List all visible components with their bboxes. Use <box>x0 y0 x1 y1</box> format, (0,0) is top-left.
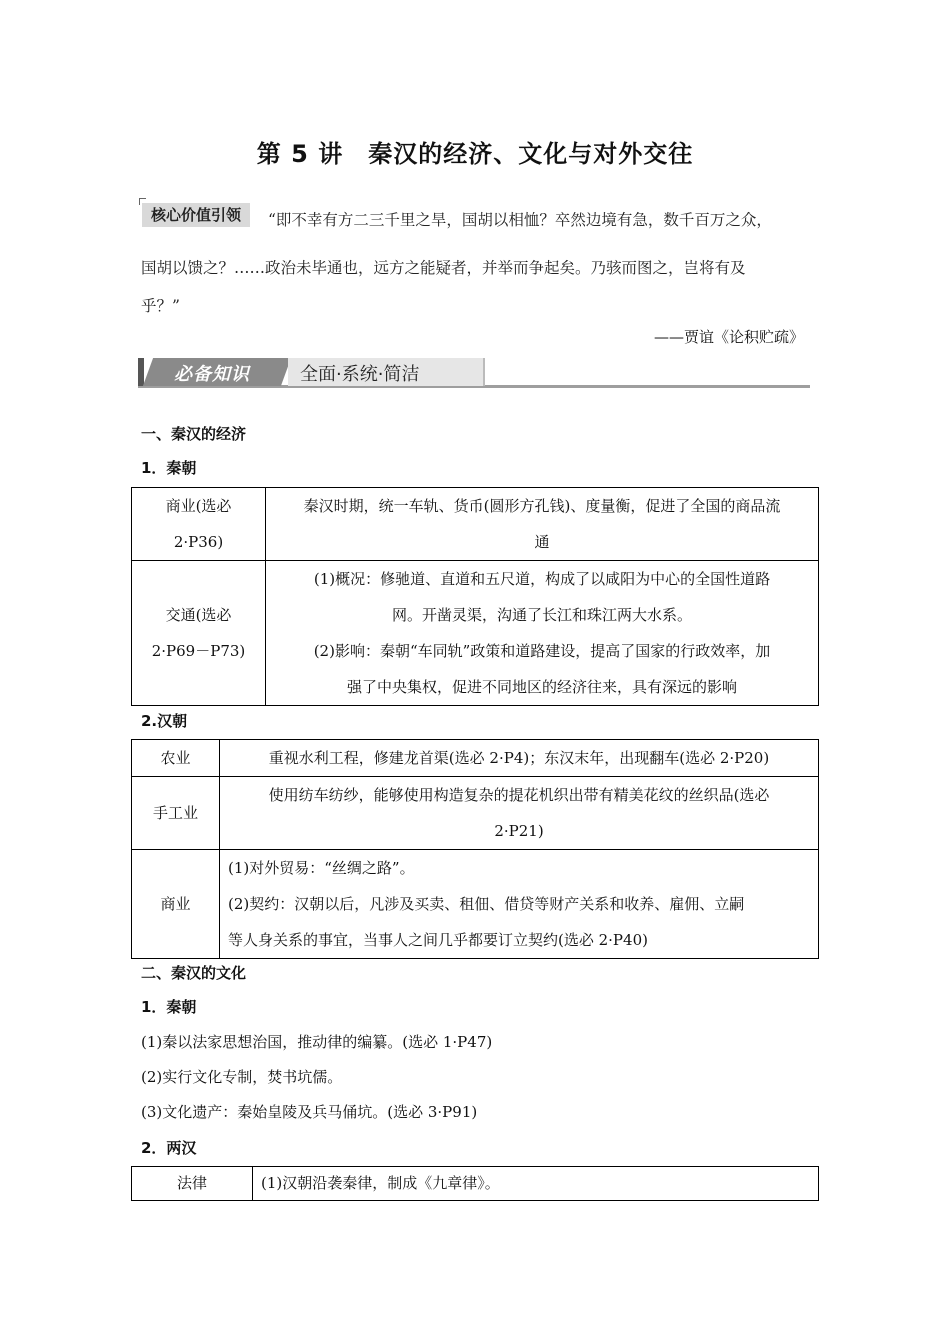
row-content: (1)对外贸易：“丝绸之路”。 (2)契约：汉朝以后，凡涉及买卖、租佃、借贷等财产关系和收养、雇佣、立嗣 等人身关系的事宜，当事人之间几乎都要订立契约(选必 2·P40) <box>220 850 819 959</box>
table-row <box>132 740 819 777</box>
row-label: 交通(选必 2·P69－P73) <box>132 561 266 706</box>
list-item: (2)实行文化专制，焚书坑儒。 <box>141 1068 343 1086</box>
row-content: 使用纺车纺纱，能够使用构造复杂的提花机织出带有精美花纹的丝织品(选必 2·P21) <box>220 777 819 850</box>
row-label: 商业 <box>132 850 220 959</box>
list-item: (1)秦以法家思想治国，推动律的编纂。(选必 1·P47) <box>141 1033 493 1051</box>
row-label: 商业(选必 2·P36) <box>132 488 266 561</box>
table-row <box>132 1167 819 1201</box>
row-label: 农业 <box>132 740 220 777</box>
qin-economy-table <box>131 487 819 706</box>
subsection-heading: 2．两汉 <box>141 1139 197 1157</box>
quote-line: “即不幸有方二三千里之旱，国胡以相恤？卒然边境有急，数千百万之众， <box>268 211 772 229</box>
section-heading: 一、秦汉的经济 <box>141 425 247 443</box>
section-heading: 二、秦汉的文化 <box>141 964 247 982</box>
row-content: (1)概况：修驰道、直道和五尺道，构成了以咸阳为中心的全国性道路 网。开凿灵渠，沟通了长江和珠江两大水系。 (2)影响：秦朝“车同轨”政策和道路建设，提高了国家的行政效率，加 强了中央集权，促进不同地区的经济往来，具有深远的影响 <box>266 561 819 706</box>
quote-line: 乎？” <box>141 297 180 315</box>
subsection-heading: 1．秦朝 <box>141 998 197 1016</box>
row-label: 法律 <box>132 1167 253 1201</box>
table-row <box>132 488 819 561</box>
quote-line: 国胡以馈之？……政治未毕通也，远方之能疑者，并举而争起矣。乃骇而图之，岂将有及 <box>141 259 746 277</box>
row-content: 秦汉时期，统一车轨、货币(圆形方孔钱)、度量衡，促进了全国的商品流 通 <box>266 488 819 561</box>
row-label: 手工业 <box>132 777 220 850</box>
han-economy-table <box>131 739 819 959</box>
table-row <box>132 561 819 706</box>
table-row <box>132 850 819 959</box>
table-row <box>132 777 819 850</box>
core-value-label: 核心价值引领 <box>142 203 250 227</box>
subsection-heading: 1．秦朝 <box>141 459 197 477</box>
section-banner <box>138 356 810 392</box>
han-culture-table <box>131 1166 819 1201</box>
page-title: 第 5 讲 秦汉的经济、文化与对外交往 <box>256 140 694 168</box>
banner-right-text: 全面·系统·简洁 <box>300 364 420 385</box>
row-content: (1)汉朝沿袭秦律，制成《九章律》。 <box>253 1167 819 1201</box>
banner-left-text: 必备知识 <box>174 364 250 385</box>
quote-source: ——贾谊《论积贮疏》 <box>653 328 804 346</box>
list-item: (3)文化遗产：秦始皇陵及兵马俑坑。(选必 3·P91) <box>141 1103 478 1121</box>
row-content: 重视水利工程，修建龙首渠(选必 2·P4)；东汉末年，出现翻车(选必 2·P20) <box>220 740 819 777</box>
subsection-heading: 2.汉朝 <box>141 712 188 730</box>
